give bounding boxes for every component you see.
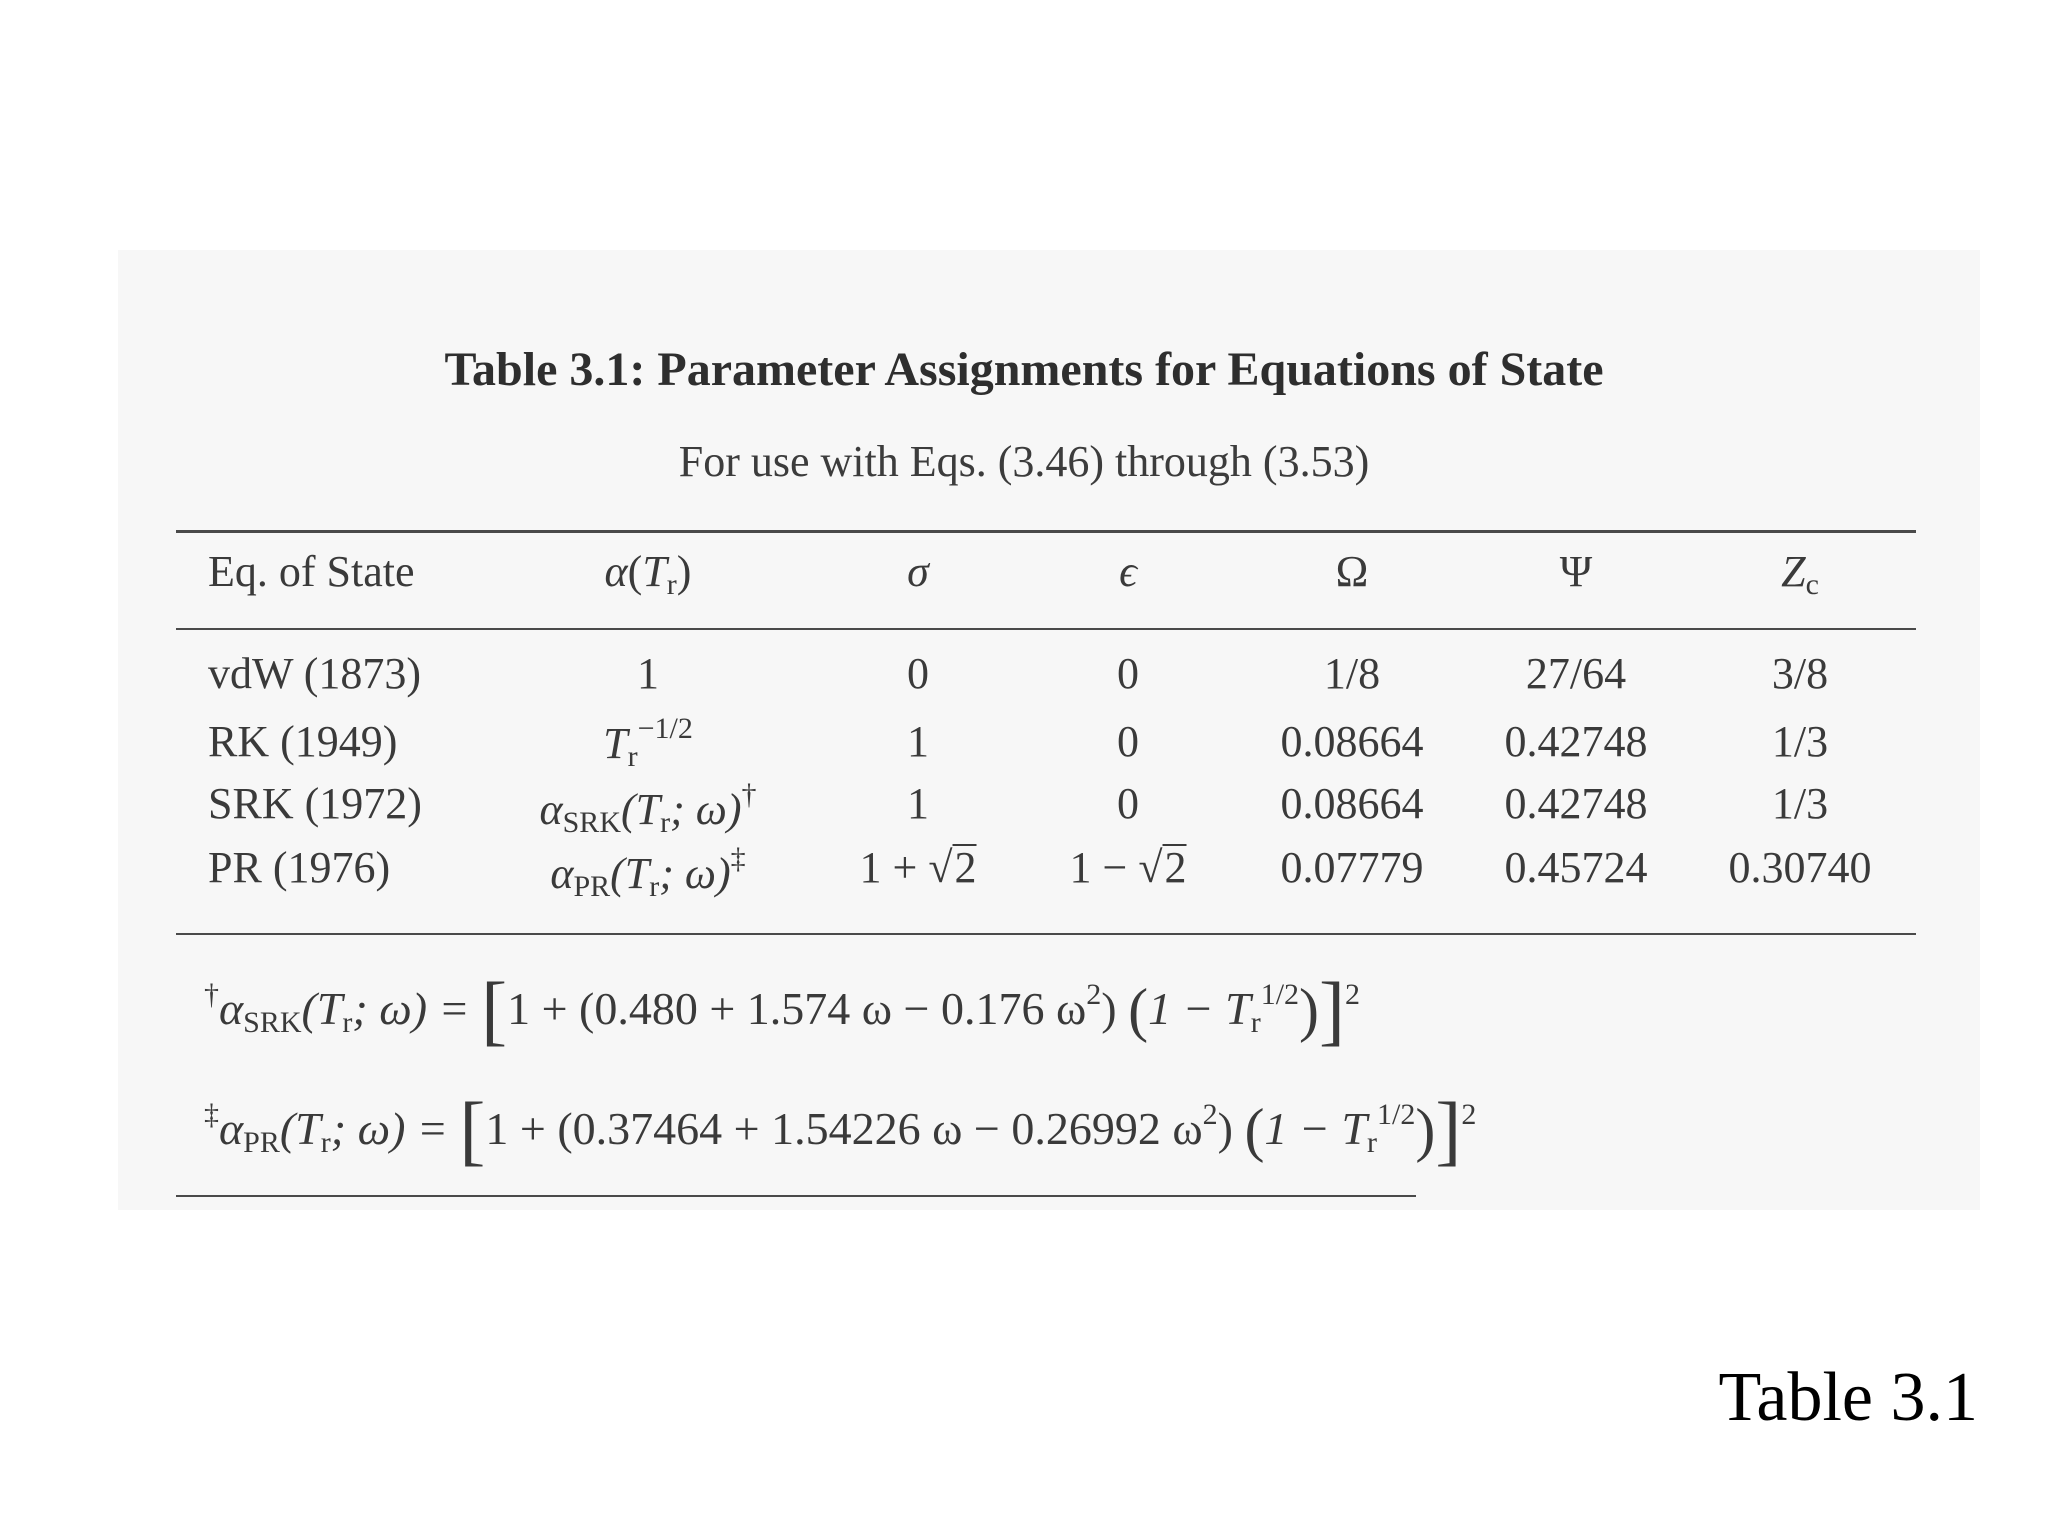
table-title: Table 3.1: Parameter Assignments for Equations of State [444,343,1604,396]
row-zc: 1/3 [1771,717,1829,766]
row-zc: 1/3 [1771,779,1829,828]
row-sigma: 0 [907,649,929,698]
row-alpha: $\alpha_{SRK}(T_r$; ω)† [539,778,757,839]
row-omega: 0.07779 [1280,843,1424,892]
header-omega: Ω [1335,547,1369,596]
row-omega: 1/8 [1323,649,1381,698]
row-psi: 0.42748 [1504,717,1648,766]
table-subtitle: For use with Eqs. (3.46) through (3.53) [678,437,1370,486]
header-sigma: σ [907,547,929,596]
header-rule [176,628,1916,630]
row-psi: 0.42748 [1504,779,1648,828]
row-sigma: 1 [907,779,929,828]
row-alpha: $T_r^{-1/2}$ [603,712,693,773]
body-rule [176,933,1916,935]
row-eos: SRK (1972) [208,779,422,828]
row-epsilon: 0 [1117,649,1139,698]
row-psi: 0.45724 [1504,843,1648,892]
bottom-rule [176,1195,1416,1197]
row-omega: 0.08664 [1280,779,1424,828]
footnote-pr: $^\ddagger\alpha_{PR}(T_r$; ω) = [1 + (0.37464 + 1.54226 ω − 0.26992 $\omega^2$) $(1 - T_r^{1/2})]^2$ [204,1086,1477,1173]
row-omega: 0.08664 [1280,717,1424,766]
row-alpha: 1 [637,649,659,698]
row-zc: 3/8 [1771,649,1829,698]
row-epsilon: 0 [1117,717,1139,766]
row-eos: PR (1976) [208,843,391,892]
row-alpha: $\alpha_{PR}(T_r$; ω)‡ [550,842,746,903]
header-alpha: $\alpha(T_r)$ [604,547,692,601]
slide-label: Table 3.1 [1718,1359,1978,1436]
row-eos: RK (1949) [208,717,398,766]
row-eos: vdW (1873) [208,649,422,698]
header-eos: Eq. of State [208,547,415,596]
header-zc: $Z_c$ [1781,547,1819,601]
row-sigma: 1 + √2 [859,843,977,892]
row-sigma: 1 [907,717,929,766]
header-epsilon: ϵ [1119,547,1137,596]
footnote-srk: $^\dagger\alpha_{SRK}(T_r$; ω) = [1 + (0.480 + 1.574 ω − 0.176 $\omega^2$) $(1 - T_r^{1/2})]^2$ [204,966,1361,1053]
top-rule [176,530,1916,533]
row-psi: 27/64 [1525,649,1627,698]
row-epsilon: 0 [1117,779,1139,828]
header-psi: Ψ [1559,547,1593,596]
row-epsilon: 1 − √2 [1069,843,1187,892]
row-zc: 0.30740 [1728,843,1872,892]
